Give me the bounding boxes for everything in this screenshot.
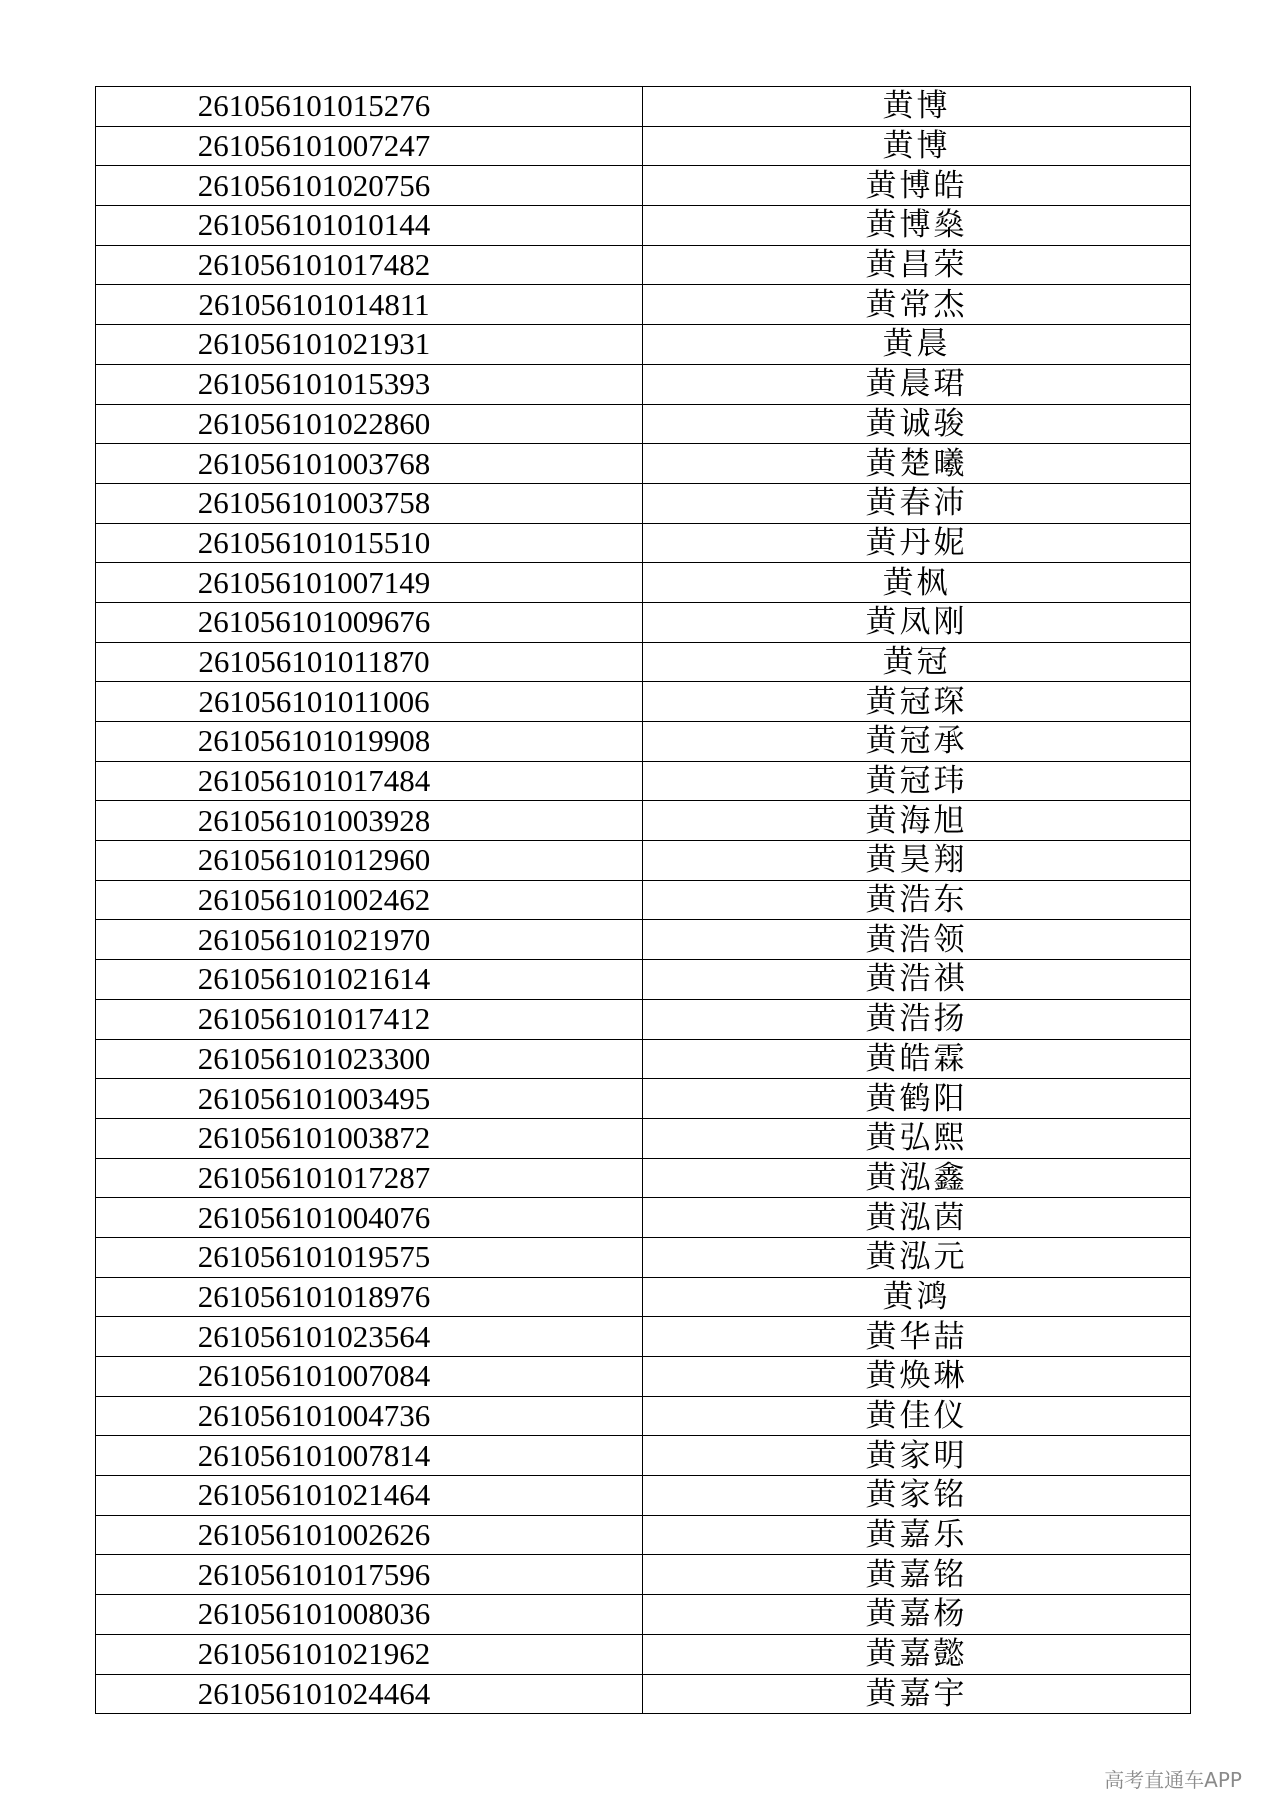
candidate-name-cell: 黄皓霖 bbox=[643, 1039, 1191, 1079]
table-row bbox=[96, 206, 1191, 246]
candidate-number-cell: 261056101003495 bbox=[96, 1079, 643, 1119]
table-row bbox=[96, 1079, 1191, 1119]
candidate-name-cell: 黄浩扬 bbox=[643, 999, 1191, 1039]
candidate-number-cell: 261056101020756 bbox=[96, 166, 643, 206]
table-row bbox=[96, 1555, 1191, 1595]
candidate-number-cell: 261056101014811 bbox=[96, 285, 643, 325]
candidate-name-cell: 黄博 bbox=[643, 126, 1191, 166]
candidate-number-cell: 261056101007814 bbox=[96, 1436, 643, 1476]
candidate-number-cell: 261056101007084 bbox=[96, 1357, 643, 1397]
candidate-number-cell: 261056101023564 bbox=[96, 1317, 643, 1357]
table-row bbox=[96, 841, 1191, 881]
candidate-name-cell: 黄枫 bbox=[643, 563, 1191, 603]
table-row bbox=[96, 960, 1191, 1000]
table-row bbox=[96, 245, 1191, 285]
candidate-number-cell: 261056101021614 bbox=[96, 960, 643, 1000]
table-row bbox=[96, 1237, 1191, 1277]
candidate-name-cell: 黄嘉铭 bbox=[643, 1555, 1191, 1595]
candidate-number-cell: 261056101017412 bbox=[96, 999, 643, 1039]
candidate-name-cell: 黄家铭 bbox=[643, 1476, 1191, 1516]
candidate-number-cell: 261056101019908 bbox=[96, 722, 643, 762]
candidate-name-cell: 黄鹤阳 bbox=[643, 1079, 1191, 1119]
candidate-name-cell: 黄博 bbox=[643, 87, 1191, 127]
table-row bbox=[96, 404, 1191, 444]
candidate-number-cell: 261056101017287 bbox=[96, 1158, 643, 1198]
candidate-name-cell: 黄嘉宇 bbox=[643, 1674, 1191, 1714]
table-row bbox=[96, 364, 1191, 404]
table-row bbox=[96, 1674, 1191, 1714]
candidate-name-cell: 黄泓茵 bbox=[643, 1198, 1191, 1238]
candidate-name-cell: 黄鸿 bbox=[643, 1277, 1191, 1317]
table-row bbox=[96, 1317, 1191, 1357]
candidate-number-cell: 261056101004076 bbox=[96, 1198, 643, 1238]
table-row bbox=[96, 126, 1191, 166]
candidate-name-cell: 黄弘熙 bbox=[643, 1118, 1191, 1158]
table-row bbox=[96, 444, 1191, 484]
candidate-name-cell: 黄博燊 bbox=[643, 206, 1191, 246]
table-row bbox=[96, 1515, 1191, 1555]
table-row bbox=[96, 87, 1191, 127]
candidate-number-cell: 261056101015276 bbox=[96, 87, 643, 127]
table-row bbox=[96, 602, 1191, 642]
candidate-name-cell: 黄家明 bbox=[643, 1436, 1191, 1476]
table-row bbox=[96, 1634, 1191, 1674]
candidate-number-cell: 261056101002626 bbox=[96, 1515, 643, 1555]
candidate-name-cell: 黄冠承 bbox=[643, 722, 1191, 762]
candidate-number-cell: 261056101003928 bbox=[96, 801, 643, 841]
candidate-name-cell: 黄浩祺 bbox=[643, 960, 1191, 1000]
candidate-name-cell: 黄博皓 bbox=[643, 166, 1191, 206]
candidate-number-cell: 261056101021962 bbox=[96, 1634, 643, 1674]
candidate-name-cell: 黄丹妮 bbox=[643, 523, 1191, 563]
candidate-number-cell: 261056101009676 bbox=[96, 602, 643, 642]
candidate-number-cell: 261056101003872 bbox=[96, 1118, 643, 1158]
table-row bbox=[96, 722, 1191, 762]
candidate-number-cell: 261056101011870 bbox=[96, 642, 643, 682]
candidate-number-cell: 261056101012960 bbox=[96, 841, 643, 881]
table-row bbox=[96, 1396, 1191, 1436]
candidate-number-cell: 261056101003758 bbox=[96, 483, 643, 523]
candidate-number-cell: 261056101017482 bbox=[96, 245, 643, 285]
table-row bbox=[96, 1198, 1191, 1238]
candidate-name-cell: 黄诚骏 bbox=[643, 404, 1191, 444]
table-row bbox=[96, 285, 1191, 325]
candidate-name-cell: 黄嘉懿 bbox=[643, 1634, 1191, 1674]
table-row bbox=[96, 483, 1191, 523]
roster-table bbox=[95, 86, 1191, 1714]
candidate-name-cell: 黄嘉杨 bbox=[643, 1595, 1191, 1635]
candidate-number-cell: 261056101019575 bbox=[96, 1237, 643, 1277]
candidate-name-cell: 黄冠 bbox=[643, 642, 1191, 682]
candidate-name-cell: 黄泓元 bbox=[643, 1237, 1191, 1277]
candidate-name-cell: 黄昊翔 bbox=[643, 841, 1191, 881]
candidate-name-cell: 黄嘉乐 bbox=[643, 1515, 1191, 1555]
candidate-number-cell: 261056101022860 bbox=[96, 404, 643, 444]
candidate-number-cell: 261056101007247 bbox=[96, 126, 643, 166]
candidate-number-cell: 261056101021931 bbox=[96, 325, 643, 365]
candidate-name-cell: 黄晨珺 bbox=[643, 364, 1191, 404]
table-row bbox=[96, 801, 1191, 841]
table-row bbox=[96, 761, 1191, 801]
candidate-number-cell: 261056101017484 bbox=[96, 761, 643, 801]
candidate-number-cell: 261056101021970 bbox=[96, 920, 643, 960]
candidate-number-cell: 261056101011006 bbox=[96, 682, 643, 722]
table-row bbox=[96, 1476, 1191, 1516]
table-row bbox=[96, 325, 1191, 365]
candidate-number-cell: 261056101003768 bbox=[96, 444, 643, 484]
candidate-number-cell: 261056101004736 bbox=[96, 1396, 643, 1436]
candidate-name-cell: 黄凤刚 bbox=[643, 602, 1191, 642]
candidate-number-cell: 261056101023300 bbox=[96, 1039, 643, 1079]
table-row bbox=[96, 166, 1191, 206]
table-row bbox=[96, 642, 1191, 682]
candidate-number-cell: 261056101018976 bbox=[96, 1277, 643, 1317]
candidate-name-cell: 黄泓鑫 bbox=[643, 1158, 1191, 1198]
table-row bbox=[96, 880, 1191, 920]
candidate-name-cell: 黄冠琛 bbox=[643, 682, 1191, 722]
candidate-name-cell: 黄焕琳 bbox=[643, 1357, 1191, 1397]
table-row bbox=[96, 523, 1191, 563]
candidate-name-cell: 黄昌荣 bbox=[643, 245, 1191, 285]
table-row bbox=[96, 1595, 1191, 1635]
candidate-number-cell: 261056101002462 bbox=[96, 880, 643, 920]
candidate-number-cell: 261056101015393 bbox=[96, 364, 643, 404]
candidate-number-cell: 261056101024464 bbox=[96, 1674, 643, 1714]
table-row bbox=[96, 920, 1191, 960]
candidate-name-cell: 黄海旭 bbox=[643, 801, 1191, 841]
table-row bbox=[96, 1158, 1191, 1198]
candidate-number-cell: 261056101008036 bbox=[96, 1595, 643, 1635]
candidate-name-cell: 黄楚曦 bbox=[643, 444, 1191, 484]
candidate-number-cell: 261056101015510 bbox=[96, 523, 643, 563]
table-row bbox=[96, 1118, 1191, 1158]
table-row bbox=[96, 1357, 1191, 1397]
candidate-number-cell: 261056101017596 bbox=[96, 1555, 643, 1595]
candidate-number-cell: 261056101010144 bbox=[96, 206, 643, 246]
roster-table-body bbox=[96, 87, 1191, 1714]
table-row bbox=[96, 682, 1191, 722]
candidate-name-cell: 黄浩领 bbox=[643, 920, 1191, 960]
app-watermark: 高考直通车APP bbox=[1104, 1768, 1242, 1792]
candidate-name-cell: 黄晨 bbox=[643, 325, 1191, 365]
table-row bbox=[96, 563, 1191, 603]
candidate-name-cell: 黄常杰 bbox=[643, 285, 1191, 325]
table-row bbox=[96, 999, 1191, 1039]
candidate-number-cell: 261056101021464 bbox=[96, 1476, 643, 1516]
candidate-name-cell: 黄华喆 bbox=[643, 1317, 1191, 1357]
table-row bbox=[96, 1436, 1191, 1476]
candidate-name-cell: 黄佳仪 bbox=[643, 1396, 1191, 1436]
table-row bbox=[96, 1277, 1191, 1317]
candidate-name-cell: 黄春沛 bbox=[643, 483, 1191, 523]
candidate-number-cell: 261056101007149 bbox=[96, 563, 643, 603]
candidate-name-cell: 黄冠玮 bbox=[643, 761, 1191, 801]
candidate-name-cell: 黄浩东 bbox=[643, 880, 1191, 920]
table-row bbox=[96, 1039, 1191, 1079]
